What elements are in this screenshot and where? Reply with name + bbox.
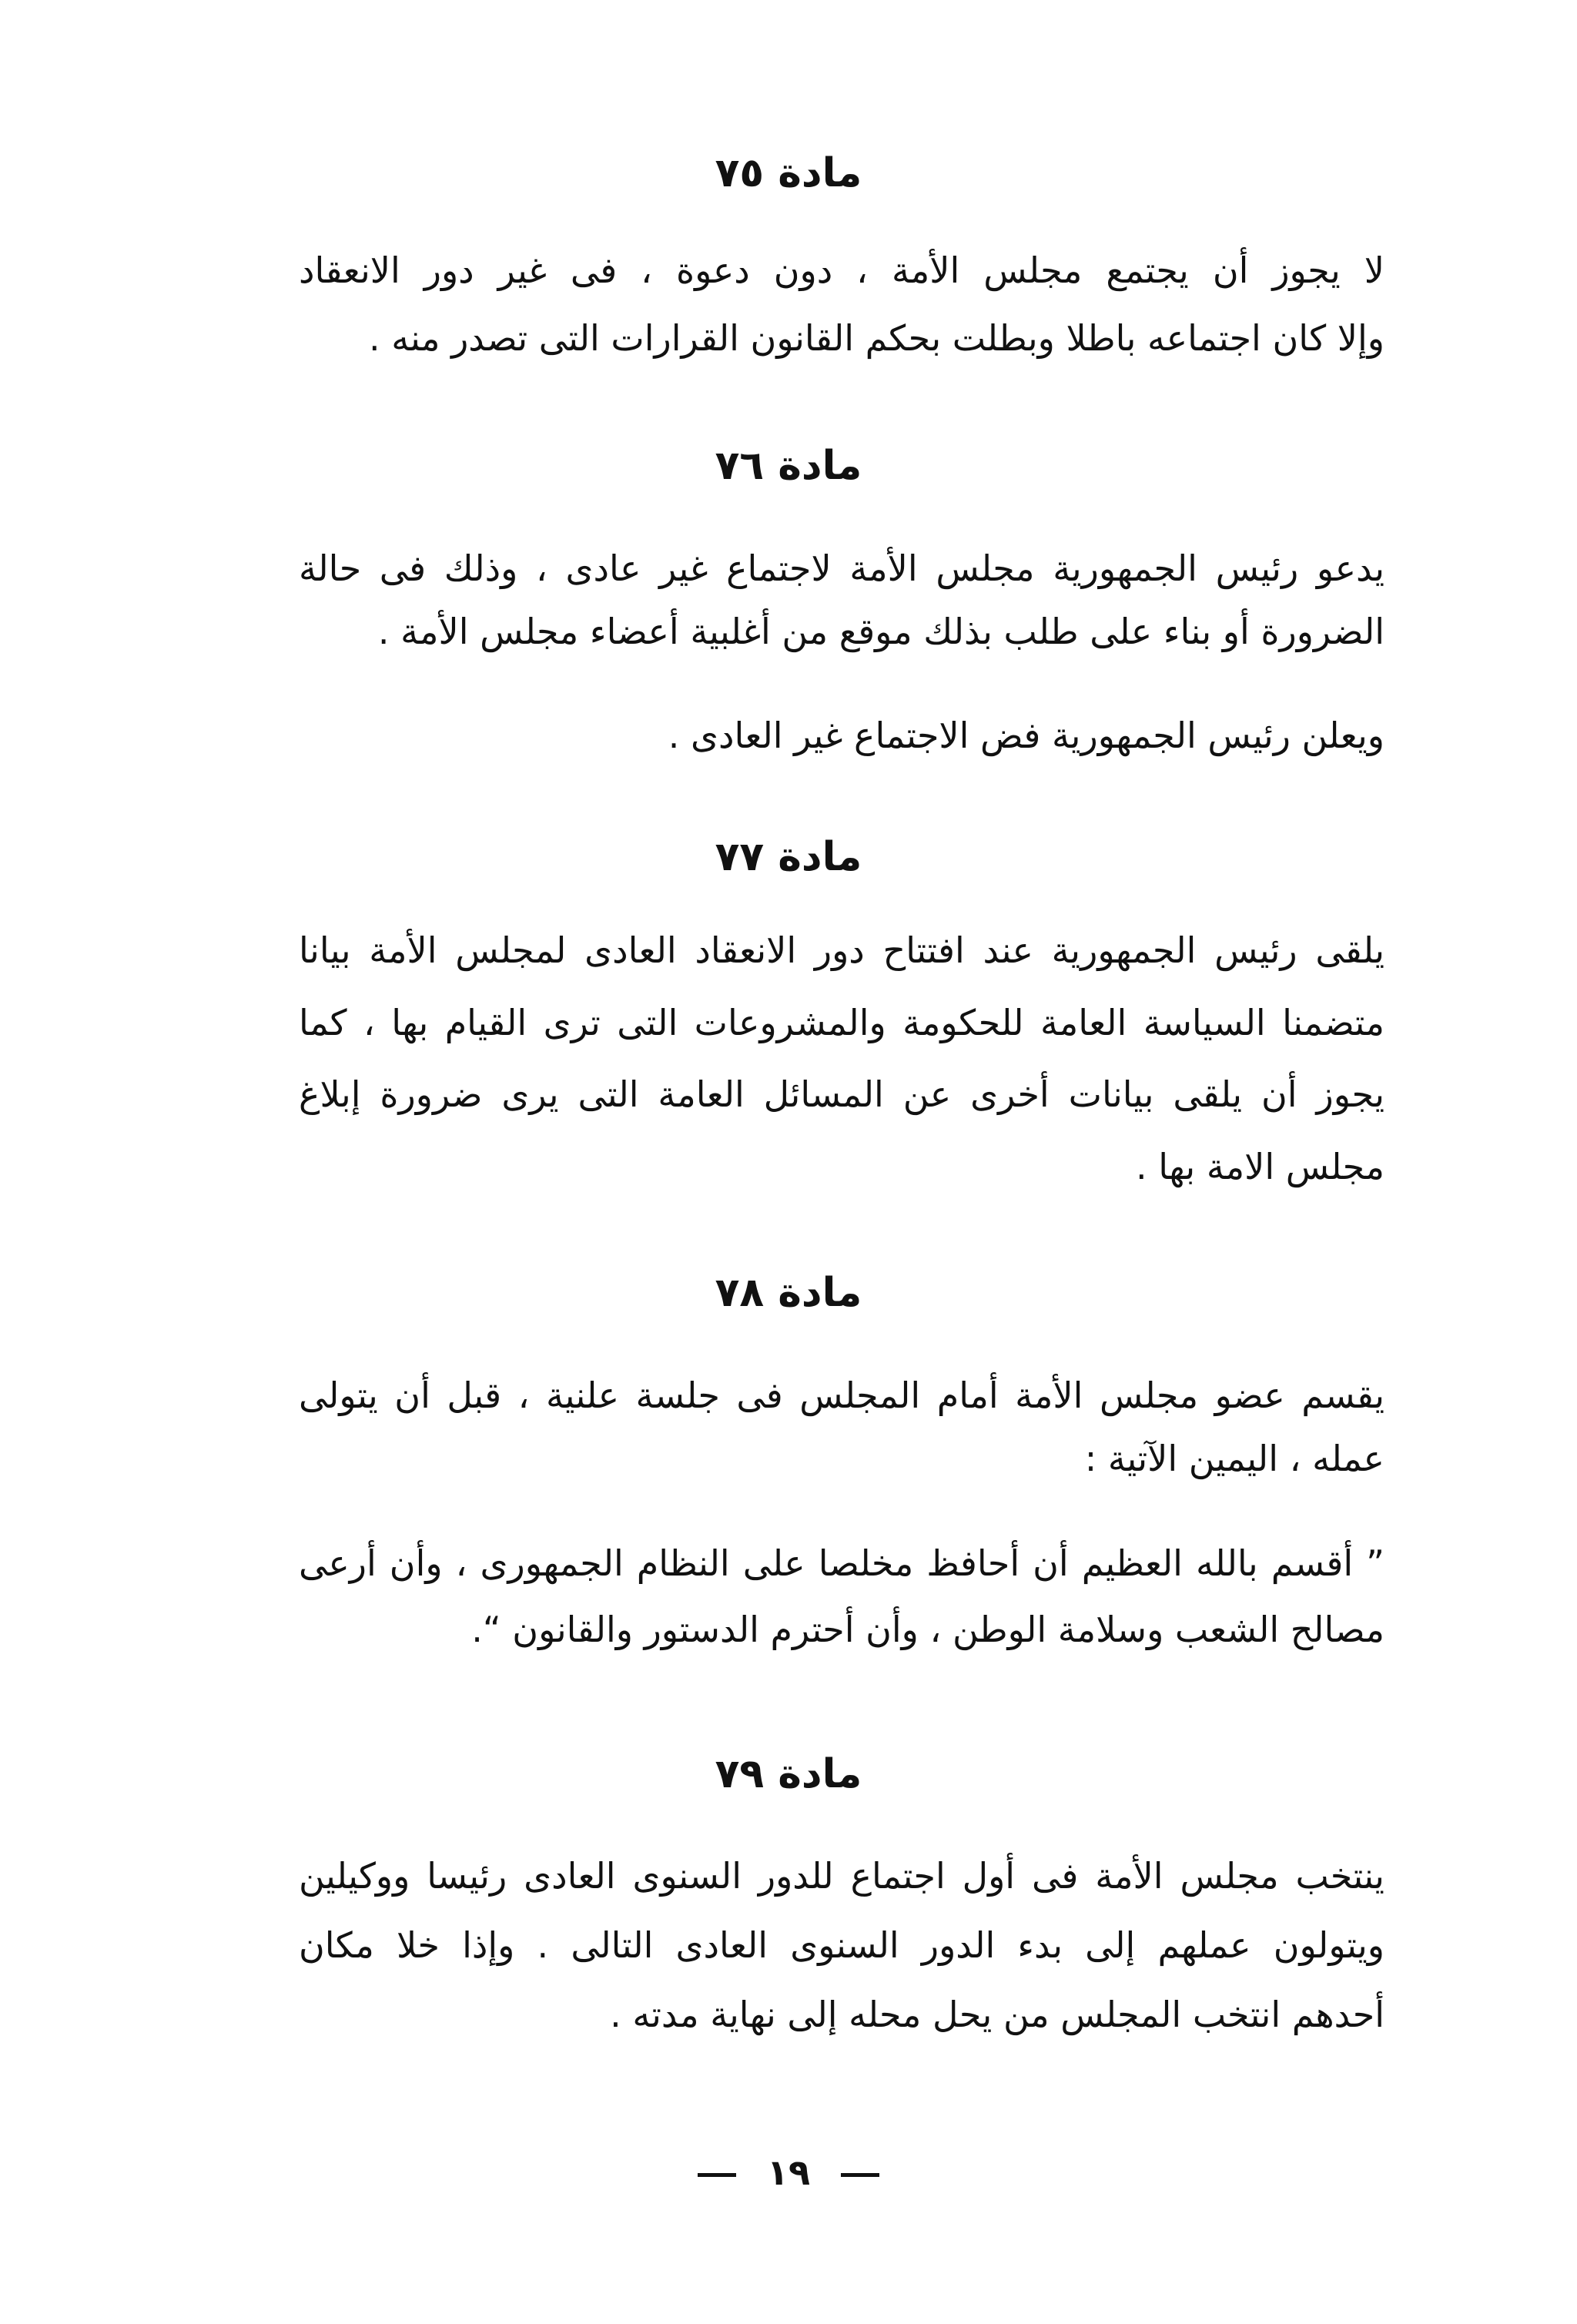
text-line: ويتولون عملهم إلى بدء الدور السنوى العادى التالى . وإذا خلا مكان xyxy=(299,1924,1384,1966)
dash-decoration xyxy=(698,2173,736,2177)
text-line: الضرورة أو بناء على طلب بذلك موقع من أغلبية أعضاء مجلس الأمة . xyxy=(377,611,1384,652)
article-heading: مادة ٧٦ xyxy=(715,443,862,489)
text-line: لا يجوز أن يجتمع مجلس الأمة ، دون دعوة ، فى غير دور الانعقاد xyxy=(299,249,1384,291)
text-line: متضمنا السياسة العامة للحكومة والمشروعات التى ترى القيام بها ، كما xyxy=(299,1002,1384,1043)
text-line: ينتخب مجلس الأمة فى أول اجتماع للدور السنوى العادى رئيسا ووكيلين xyxy=(299,1855,1384,1897)
text-line: يدعو رئيس الجمهورية مجلس الأمة لاجتماع غير عادى ، وذلك فى حالة xyxy=(299,548,1384,589)
dash-decoration xyxy=(841,2173,879,2177)
page-number xyxy=(0,2141,1577,2203)
text-line: ويعلن رئيس الجمهورية فض الاجتماع غير العادى . xyxy=(668,715,1384,756)
text-line: عمله ، اليمين الآتية : xyxy=(1084,1438,1384,1479)
text-line: يلقى رئيس الجمهورية عند افتتاح دور الانعقاد العادى لمجلس الأمة بيانا xyxy=(299,929,1384,971)
article-heading: مادة ٧٨ xyxy=(715,1270,862,1316)
page-number-text: ١٩ xyxy=(766,2152,811,2193)
article-heading: مادة ٧٥ xyxy=(715,150,862,196)
article-heading: مادة ٧٩ xyxy=(715,1751,862,1797)
text-line: مجلس الامة بها . xyxy=(1135,1146,1384,1187)
oath-line: ” أقسم بالله العظيم أن أحافظ مخلصا على النظام الجمهورى ، وأن أرعى xyxy=(299,1542,1384,1584)
text-line: يجوز أن يلقى بيانات أخرى عن المسائل العامة التى يرى ضرورة إبلاغ xyxy=(299,1073,1384,1115)
text-line: أحدهم انتخب المجلس من يحل محله إلى نهاية مدته . xyxy=(610,1994,1384,2035)
text-line: وإلا كان اجتماعه باطلا وبطلت بحكم القانون القرارات التى تصدر منه . xyxy=(369,317,1384,359)
oath-line: مصالح الشعب وسلامة الوطن ، وأن أحترم الدستور والقانون “. xyxy=(471,1609,1384,1650)
text-line: يقسم عضو مجلس الأمة أمام المجلس فى جلسة علنية ، قبل أن يتولى xyxy=(299,1375,1384,1416)
article-heading: مادة ٧٧ xyxy=(715,834,862,880)
